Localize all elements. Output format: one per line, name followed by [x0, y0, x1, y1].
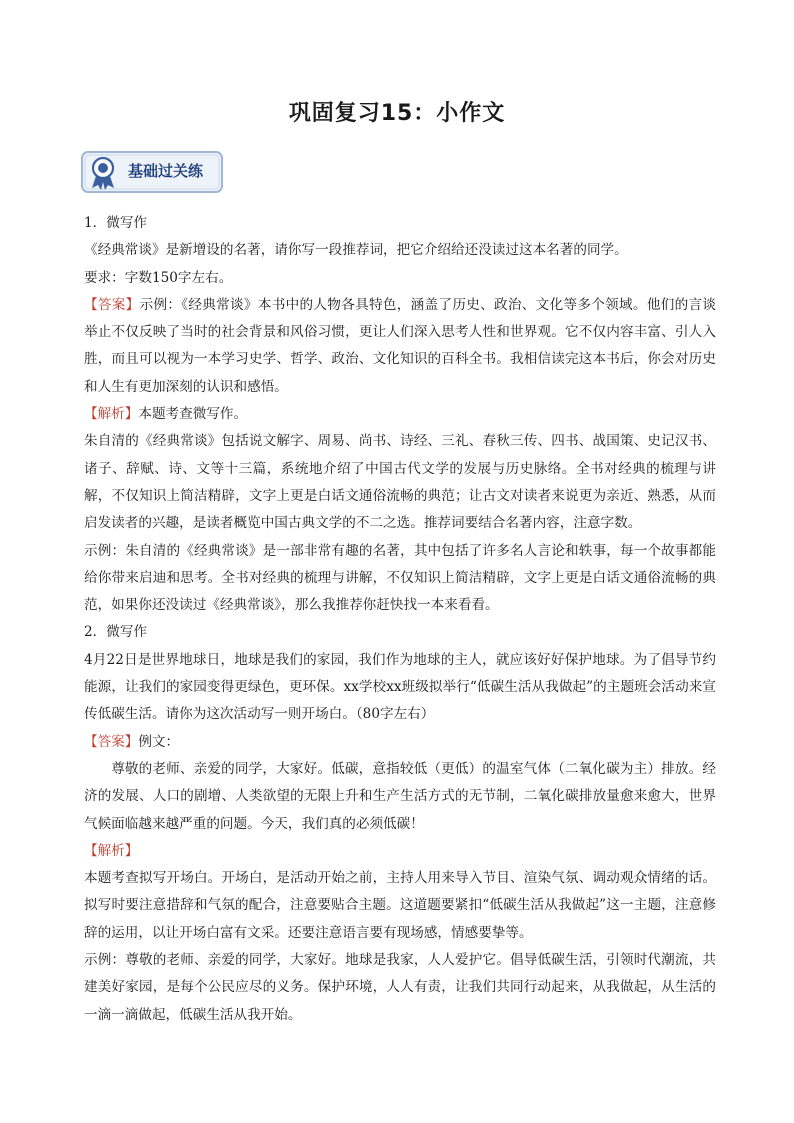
- badge-label: 基础过关练: [128, 162, 204, 180]
- q2-prompt: 4月22日是世界地球日，地球是我们的家园，我们作为地球的主人，就应该好好保护地球。为了倡导节约能源，让我们的家园变得更绿色，更环保。xx学校xx班级拟举行“低碳生活从我做起”的主题班会活动来宣传低碳生活。请你为这次活动写一则开场白。（80字左右）: [84, 651, 716, 723]
- q2-analysis: [84, 838, 716, 865]
- analysis-tag: 【解析】: [84, 842, 139, 859]
- q1-example: 示例：朱自清的《经典常谈》是一部非常有趣的名著，其中包括了许多名人言论和轶事，每一个故事都能给你带来启迪和思考。全书对经典的梳理与讲解，不仅知识上简洁精辟，文字上更是白话文通俗流畅的典范，如果你还没读过《经典常谈》，那么我推荐你赶快找一本来看看。: [84, 542, 716, 614]
- page-title: 巩固复习15：小作文: [288, 101, 506, 126]
- q2-answer: [84, 729, 716, 756]
- q1-heading: 1．微写作: [84, 215, 148, 231]
- q1-analysis-text: 本题考查微写作。: [138, 406, 248, 423]
- answer-tag: 【答案】: [84, 733, 139, 750]
- q2-heading: 2．微写作: [84, 624, 148, 641]
- q1-requirement: 要求：字数150字左右。: [84, 269, 233, 286]
- q1-answer-text: 示例：《经典常谈》本书中的人物各具特色，涵盖了历史、政治、文化等多个领域。他们的言谈举止不仅反映了当时的社会背景和风俗习惯，更让人们深入思考人性和世界观。它不仅内容丰富、引人入胜，而且可以视为一本学习史学、哲学、政治、文化知识的百科全书。我相信读完这本书后，你会对历史和人生有更加深刻的认识和感悟。: [84, 296, 716, 395]
- q2-answer-text: 例文：: [138, 733, 180, 750]
- q2-analysis-body: 本题考查拟写开场白。开场白，是活动开始之前，主持人用来导入节目、渲染气氛、调动观众情绪的话。拟写时要注意措辞和气氛的配合，注意要贴合主题。这道题要紧扣“低碳生活从我做起”这一主题，注意修辞的运用，以让开场白富有文采。还要注意语言要有现场感，情感要挚等。: [84, 870, 716, 941]
- q2-example: 示例：尊敬的老师、亲爱的同学，大家好。地球是我家，人人爱护它。倡导低碳生活，引领时代潮流，共建美好家园，是每个公民应尽的义务。保护环境，人人有责，让我们共同行动起来，从我做起，从生活的一滴一滴做起，低碳生活从我开始。: [84, 952, 716, 1023]
- q1-analysis: [84, 401, 716, 428]
- q1-prompt: 《经典常谈》是新增设的名著，请你写一段推荐词，把它介绍给还没读过这本名著的同学。: [84, 242, 628, 259]
- answer-tag: 【答案】: [84, 296, 140, 313]
- q1-answer: [84, 292, 716, 401]
- q2-answer-body: 尊敬的老师、亲爱的同学，大家好。低碳，意指较低（更低）的温室气体（二氧化碳为主）排放。经济的发展、人口的剧增、人类欲望的无限上升和生产生活方式的无节制，二氧化碳排放量愈来愈大，世界气候面临越来越严重的问题。今天，我们真的必须低碳！: [84, 760, 716, 832]
- document-body: [84, 210, 716, 1029]
- q1-analysis-body: 朱自清的《经典常谈》包括说文解字、周易、尚书、诗经、三礼、春秋三传、四书、战国策、史记汉书、诸子、辞赋、诗、文等十三篇，系统地介绍了中国古代文学的发展与历史脉络。全书对经典的梳理与讲解，不仅知识上简洁精辟，文字上更是白话文通俗流畅的典范；让古文对读者来说更为亲近、熟悉，从而启发读者的兴趣，是读者概览中国古典文学的不二之选。推荐词要结合名著内容，注意字数。: [84, 433, 716, 532]
- analysis-tag: 【解析】: [84, 406, 139, 423]
